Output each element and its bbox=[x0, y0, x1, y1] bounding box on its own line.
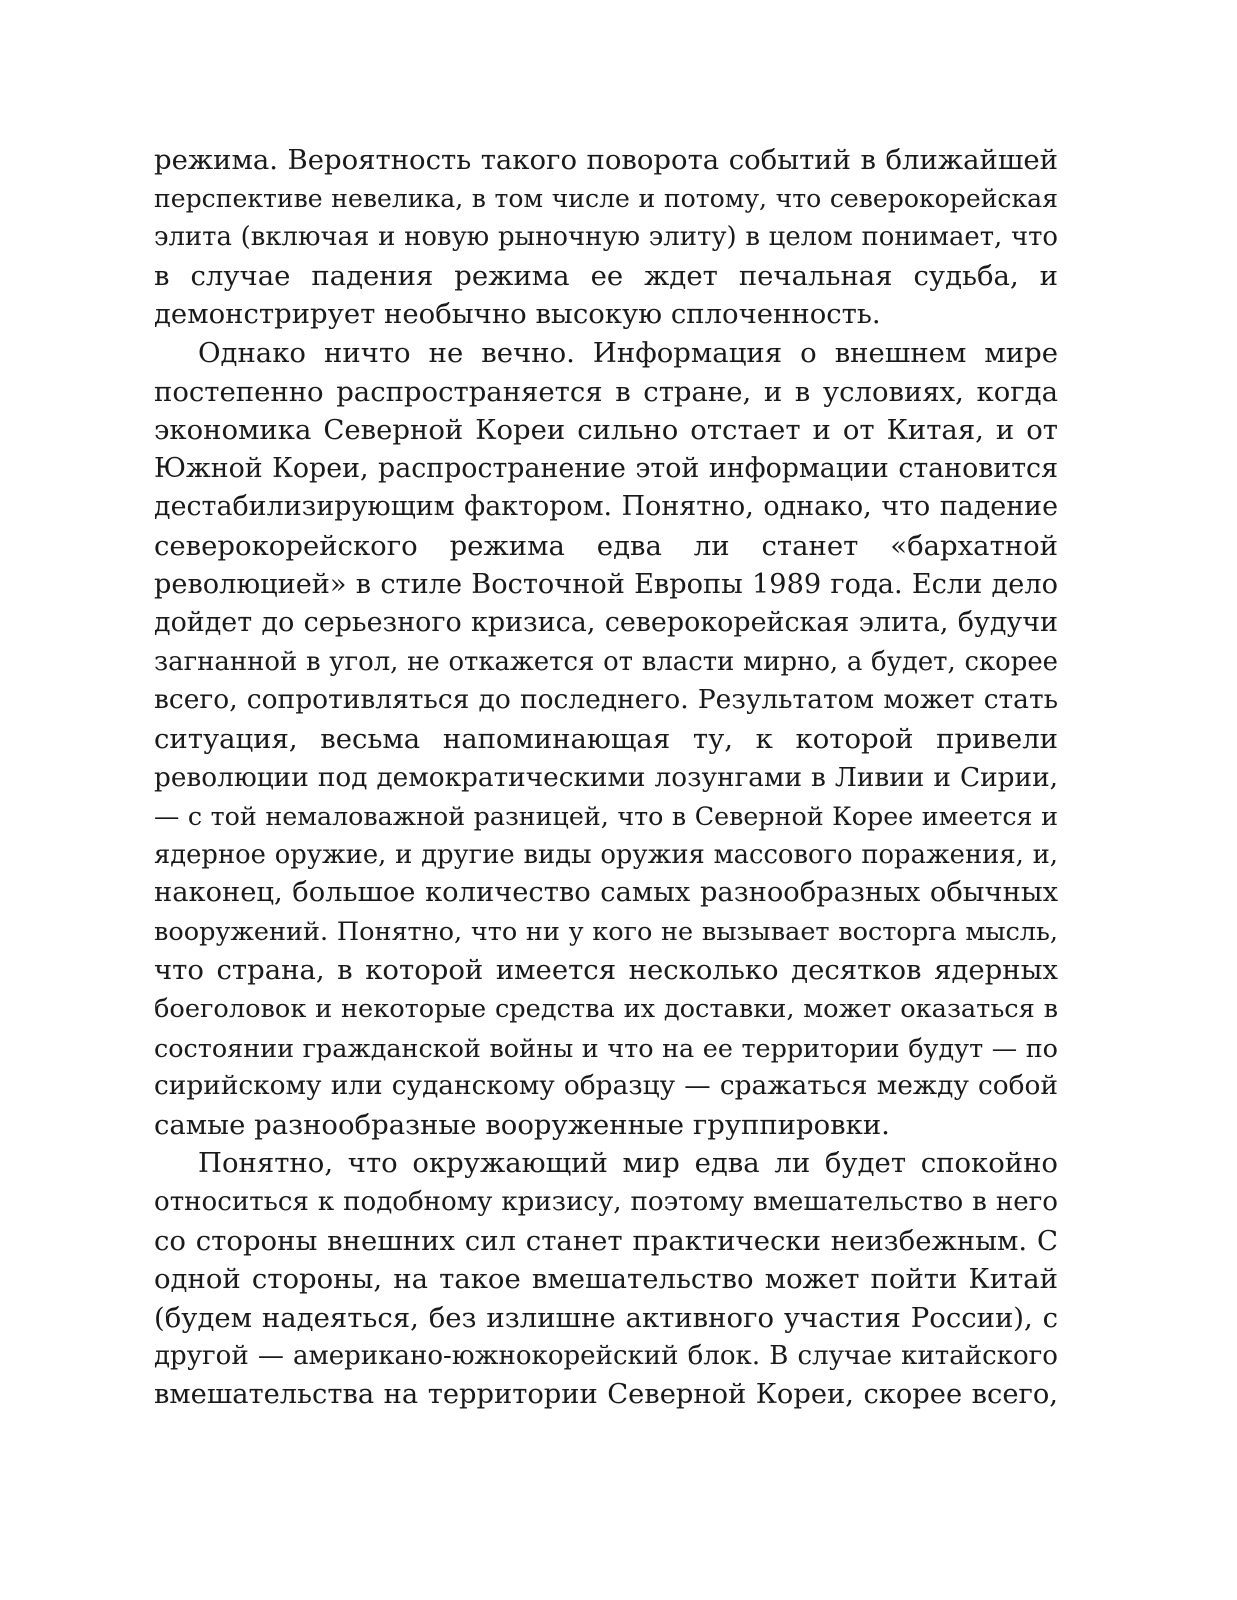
text-line: (будем надеяться, без излишне активного участия России), с bbox=[154, 1301, 1058, 1334]
text-line: всего, сопротивляться до последнего. Результатом может стать bbox=[154, 684, 1058, 716]
text-line: — с той немаловажной разницей, что в Северной Корее имеется и bbox=[154, 801, 1058, 832]
text-line: относиться к подобному кризису, поэтому вмешательство в него bbox=[154, 1187, 1058, 1218]
text-line: загнанной в угол, не откажется от власти мирно, а будет, скорее bbox=[154, 646, 1058, 677]
text-line: Однако ничто не вечно. Информация о внешнем мире bbox=[198, 336, 1058, 369]
text-line: элита (включая и новую рыночную элиту) в целом понимает, что bbox=[154, 222, 1058, 253]
text-line: другой — американо-южнокорейский блок. В случае китайского bbox=[154, 1341, 1058, 1372]
text-line: постепенно распространяется в стране, и в условиях, когда bbox=[154, 375, 1058, 408]
text-line: революцией» в стиле Восточной Европы 1989 года. Если дело bbox=[154, 568, 1058, 600]
paragraph-3 bbox=[154, 1144, 1058, 1414]
text-line: что страна, в которой имеется несколько десятков ядерных bbox=[154, 954, 1058, 987]
text-line: одной стороны, на такое вмешательство может пойти Китай bbox=[154, 1263, 1058, 1296]
text-line: ядерное оружие, и другие виды оружия массового поражения, и, bbox=[154, 839, 1058, 870]
text-line: ситуация, весьма напоминающая ту, к которой привели bbox=[154, 722, 1058, 755]
text-line: состоянии гражданской войны и что на ее территории будут — по bbox=[154, 1032, 1058, 1063]
text-line: перспективе невелика, в том числе и потому, что северокорейская bbox=[154, 183, 1058, 213]
text-line: наконец, большое количество самых разнообразных обычных bbox=[154, 877, 1058, 909]
paragraph-1 bbox=[154, 141, 1058, 334]
text-line: демонстрирует необычно высокую сплоченность. bbox=[154, 298, 881, 331]
text-line: со стороны внешних сил станет практически неизбежным. С bbox=[154, 1224, 1058, 1257]
text-line: Южной Кореи, распространение этой информации становится bbox=[154, 452, 1058, 484]
text-line: боеголовок и некоторые средства их доставки, может оказаться в bbox=[154, 994, 1058, 1025]
text-line: Понятно, что окружающий мир едва ли будет спокойно bbox=[198, 1147, 1058, 1180]
text-line: северокорейского режима едва ли станет «бархатной bbox=[154, 529, 1058, 562]
text-line: режима. Вероятность такого поворота событий в ближайшей bbox=[154, 144, 1058, 176]
text-line: вмешательства на территории Северной Кореи, скорее всего, bbox=[154, 1379, 1058, 1410]
text-line: в случае падения режима ее ждет печальная судьба, и bbox=[154, 259, 1058, 292]
text-line: самые разнообразные вооруженные группировки. bbox=[154, 1108, 890, 1141]
text-line: сирийскому или суданскому образцу — сражаться между собой bbox=[154, 1071, 1058, 1102]
text-line: дестабилизирующим фактором. Понятно, однако, что падение bbox=[154, 491, 1058, 523]
text-line: дойдет до серьезного кризиса, северокорейская элита, будучи bbox=[154, 607, 1058, 639]
text-line: экономика Северной Кореи сильно отстает и от Китая, и от bbox=[154, 414, 1058, 447]
paragraph-2 bbox=[154, 334, 1058, 1144]
document-page bbox=[154, 141, 1058, 1415]
text-line: революции под демократическими лозунгами в Ливии и Сирии, bbox=[154, 762, 1058, 793]
text-line: вооружений. Понятно, что ни у кого не вызывает восторга мысль, bbox=[154, 916, 1058, 947]
